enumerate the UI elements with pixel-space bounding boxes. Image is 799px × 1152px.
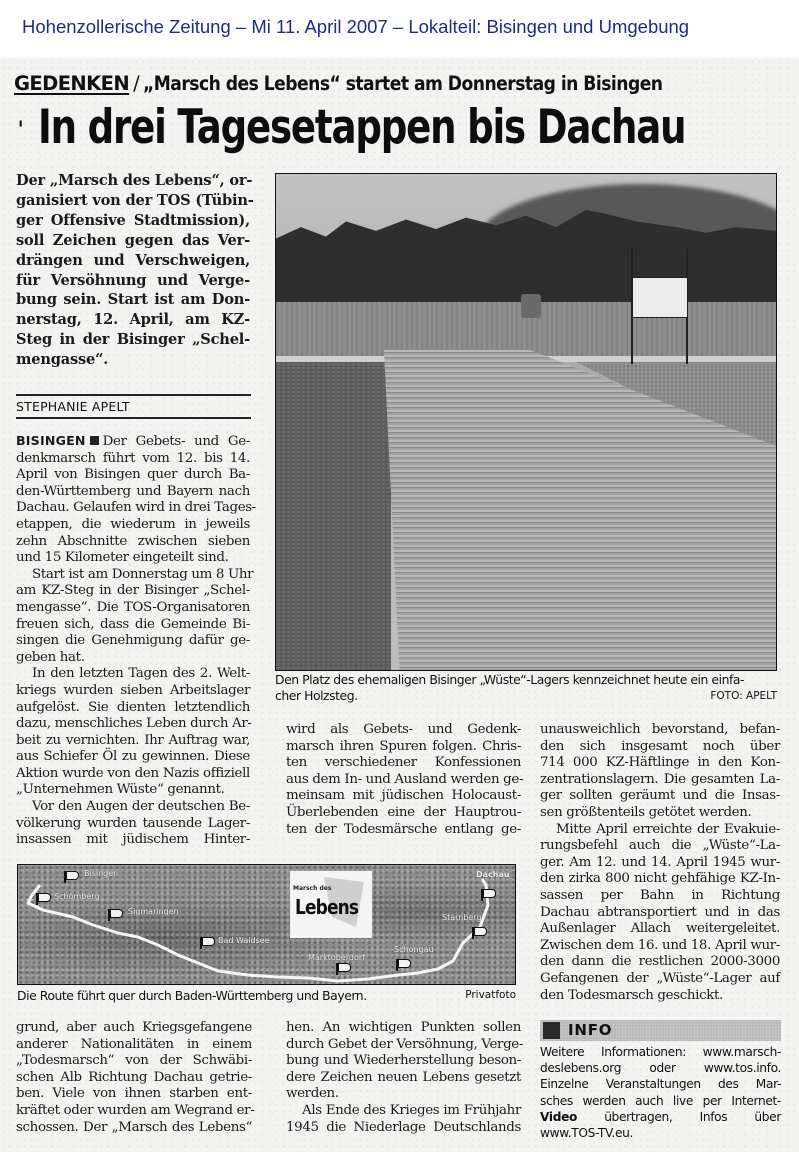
author-byline: STEPHANIE APELT <box>16 399 130 414</box>
text-line: ger. Am 12. und 14. April 1945 wur- <box>540 854 780 870</box>
map-caption-text: Die Route führt quer durch Baden-Württemberg und Bayern. <box>17 988 367 1003</box>
photo-caption-line-1: Den Platz des ehemaligen Bisinger „Wüste“-Lagers kennzeichnet heute ein einfa- <box>275 672 745 687</box>
flag-icon <box>396 959 410 971</box>
place-label: Bisingen <box>84 869 119 878</box>
text-line: Der „Marsch des Lebens“, or- <box>16 172 253 189</box>
subheadline: „Marsch des Lebens“ startet am Donnerstag in Bisingen <box>143 72 663 95</box>
text-line: dazu, menschliches Leben durch Ar- <box>16 716 252 732</box>
text-line: meinsam mit jüdischen Holocaust- <box>286 788 521 804</box>
text-fragment: Der Gebets- und Ge- <box>102 434 250 449</box>
text-line: kriegs wurden sieben Arbeitslager <box>16 682 250 698</box>
text-line: Vor den Augen der deutschen Be- <box>32 799 250 815</box>
body-column-4 <box>16 1020 255 1136</box>
text-line: geben hat. <box>16 649 85 665</box>
place-label: Schongau <box>394 945 434 954</box>
text-line: den sich insgesamt noch über <box>540 738 780 754</box>
body-column-1 <box>16 433 256 849</box>
text-line: und 15 Kilometer eingeteilt sind. <box>16 550 229 566</box>
info-line: sches werden auch live per Internet- <box>540 1093 781 1108</box>
text-line: den-Württemberg und Bayern nach <box>16 483 250 499</box>
place-label: Starnberg <box>442 913 482 922</box>
text-line: Überlebenden eine der Hauptrou- <box>286 804 521 820</box>
text-line: den dann die restlichen 2000-3000 <box>540 954 780 970</box>
boardwalk-photo <box>275 173 777 671</box>
text-line: Steg in der Bisinger „Schel- <box>16 331 250 349</box>
place-label: Dachau <box>476 870 510 879</box>
info-line <box>540 1109 781 1125</box>
text-line: völkerung wurden tausende Lager- <box>16 815 250 831</box>
body-column-5 <box>286 1020 524 1136</box>
flag-icon <box>481 889 495 901</box>
text-line: aufgelöst. Sie dienten letztendlich <box>16 699 250 715</box>
text-line: etappen, die wiederum in jeweils <box>16 516 250 532</box>
text-line: sassen per Bahn in Richtung <box>540 887 780 903</box>
text-line: „Unternehmen Wüste“ genannt. <box>16 782 225 798</box>
text-line: marsch ihren Spuren folgen. Chris- <box>286 738 521 754</box>
text-line: unausweichlich bevorstand, befan- <box>540 722 780 737</box>
text-line: dere Zeichen neuen Lebens gesetzt <box>286 1069 521 1085</box>
headline-bullet: ' <box>18 118 23 143</box>
source-header: Hohenzollerische Zeitung – Mi 11. April 2007 – Lokalteil: Bisingen und Umgebung <box>22 16 690 37</box>
text-line: mengasse“. <box>16 351 109 369</box>
text-line: Zwischen dem 16. und 18. April wur- <box>540 937 780 953</box>
text-line: bung und Wiederherstellung beson- <box>286 1053 521 1069</box>
text-line: ben. Viele von ihnen starben ent- <box>16 1086 252 1102</box>
photo-caption <box>275 672 779 704</box>
text-line: den Todesmarsch geschickt. <box>540 987 723 1003</box>
kicker-line <box>14 72 733 95</box>
flag-icon <box>36 893 50 905</box>
author-rule-bottom <box>16 417 251 419</box>
text-line: bung sein. Start ist am Don- <box>16 291 250 309</box>
headline-text: In drei Tagesetappen bis Dachau <box>37 100 686 155</box>
place-label: Bad Waldsee <box>218 936 270 945</box>
text-line: zentrationslagern. Die gesamten La- <box>540 771 780 787</box>
text-line: 1945 die Niederlage Deutschlands <box>286 1119 521 1135</box>
text-line: drängen und Verschweigen, <box>16 251 250 269</box>
dateline: BISINGEN <box>16 433 86 448</box>
text-line: rungsbefehl auch die „Wüste“-La- <box>540 838 780 854</box>
flag-icon <box>64 871 78 883</box>
text-line: April von Bisingen quer durch Ba- <box>16 467 250 483</box>
place-label: Marktoberdorf <box>308 953 365 962</box>
text-line: ger sollten geräumt und die Insas- <box>540 788 780 804</box>
photo-credit: FOTO: APELT <box>710 690 777 702</box>
text-line: aus Schiefer Öl zu gewinnen. Diese <box>16 749 250 765</box>
info-word: übertragen, <box>604 1109 673 1124</box>
dateline-square-icon <box>90 436 99 445</box>
rubric-separator: / <box>133 72 140 95</box>
text-line: nerstag, 12. April, am KZ- <box>16 311 250 329</box>
newspaper-clipping <box>0 58 799 1152</box>
route-line-svg <box>18 865 516 985</box>
text-line: mengasse“. Die TOS-Organisatoren <box>16 599 250 615</box>
body-column-3 <box>540 722 780 1004</box>
logo-big-text: Lebens <box>295 895 359 919</box>
info-title: INFO <box>568 1021 613 1039</box>
text-line: Außenlager Allach weitergeleitet. <box>540 921 780 937</box>
info-link-tos-tv: www.TOS-TV.eu. <box>540 1126 633 1141</box>
rubric: GEDENKEN <box>14 72 130 95</box>
info-line: Einzelne Veranstaltungen des Mar- <box>540 1077 781 1092</box>
text-line: 714 000 KZ-Häftlinge in den Kon- <box>540 755 780 771</box>
map-credit: Privatfoto <box>465 989 516 1001</box>
text-line: hen. An wichtigen Punkten sollen <box>286 1020 521 1035</box>
place-label: Schömberg <box>54 892 100 901</box>
text-line: Gefangenen der „Wüste“-Lager auf <box>540 970 780 986</box>
flag-icon <box>472 927 486 939</box>
place-label: Sigmaringen <box>128 907 179 916</box>
info-line: deslebens.org oder www.tos.info. <box>540 1061 781 1076</box>
body-column-2 <box>286 722 524 838</box>
text-line: Dachau. Gelaufen wird in drei Tages- <box>16 500 256 516</box>
text-line: beit zu vernichten. Ihr Auftrag war, <box>16 732 250 748</box>
text-line: Start ist am Donnerstag um 8 Uhr <box>32 566 254 582</box>
info-word: über <box>754 1109 781 1124</box>
text-line: Dachau abtransportiert und in das <box>540 904 780 920</box>
info-box-header <box>540 1020 781 1041</box>
text-line: schen Alb Richtung Dachau getrie- <box>16 1069 252 1085</box>
text-line: schossen. Der „Marsch des Lebens“ <box>16 1119 252 1135</box>
text-line: singen die Genehmigung dafür ge- <box>16 633 250 649</box>
text-line: ganisiert von der TOS (Tübin- <box>16 191 254 209</box>
text-line: insassen mit jüdischem Hinter- <box>16 832 250 848</box>
text-line: sen größtenteils getötet werden. <box>540 804 752 820</box>
text-line: soll Zeichen gegen das Ver- <box>16 231 250 249</box>
text-line: durch Gebet der Versöhnung, Verge- <box>286 1036 524 1052</box>
text-line: freuen sich, dass die Gemeinde Bi- <box>16 616 250 632</box>
text-line <box>16 433 250 451</box>
photo-barrel <box>521 294 541 318</box>
text-line: „Todesmarsch“ von der Schwäbi- <box>16 1053 252 1069</box>
text-line: anderer Nationalitäten in einem <box>16 1036 252 1052</box>
info-line: Weitere Informationen: www.marsch- <box>540 1045 781 1059</box>
lead-paragraph <box>16 171 254 370</box>
text-line: In den letzten Tagen des 2. Welt- <box>32 666 250 682</box>
info-square-icon <box>543 1022 560 1039</box>
text-line: ger Offensive Stadtmission), <box>16 211 250 229</box>
headline <box>18 100 685 155</box>
logo-small-text: Marsch des <box>293 885 332 892</box>
text-line: Als Ende des Krieges im Frühjahr <box>302 1102 521 1118</box>
text-line: denkmarsch führt vom 12. bis 14. <box>16 450 250 466</box>
text-line: kräftet oder wurden am Wegrand er- <box>16 1102 255 1118</box>
text-line: aus dem In- und Ausland werden ge- <box>286 771 524 787</box>
marsch-des-lebens-logo <box>290 871 372 938</box>
info-word: Infos <box>699 1109 728 1124</box>
text-line: ten der Todesmärsche entlang ge- <box>286 821 521 837</box>
flag-icon <box>108 909 122 921</box>
text-line: Mitte April erreichte der Evakuie- <box>556 821 780 837</box>
text-line: Aktion wurde von den Nazis offiziell <box>16 765 250 781</box>
map-caption <box>17 988 516 1003</box>
info-video-word: Video <box>540 1109 578 1124</box>
flag-icon <box>336 963 350 975</box>
text-line: den zirka 800 nicht gehfähige KZ-In- <box>540 871 780 887</box>
text-line: für Versöhnung und Verge- <box>16 271 250 289</box>
author-rule-top <box>16 394 251 396</box>
source-header-bar <box>0 0 799 52</box>
text-line: ten verschiedener Konfessionen <box>286 755 521 771</box>
info-box-body <box>540 1044 781 1141</box>
route-map <box>17 864 516 985</box>
photo-grass-left <box>276 362 391 671</box>
text-line: zehn Abschnitte zwischen sieben <box>16 533 250 549</box>
text-line: wird als Gebets- und Gedenk- <box>286 722 521 737</box>
photo-sign-board <box>632 277 688 318</box>
text-line: grund, aber auch Kriegsgefangene <box>16 1020 252 1035</box>
photo-caption-line-2: cher Holzsteg. <box>275 688 358 703</box>
text-line: werden. <box>286 1086 339 1102</box>
text-line: am KZ-Steg in der Bisinger „Schel- <box>16 583 250 599</box>
flag-icon <box>200 937 214 949</box>
